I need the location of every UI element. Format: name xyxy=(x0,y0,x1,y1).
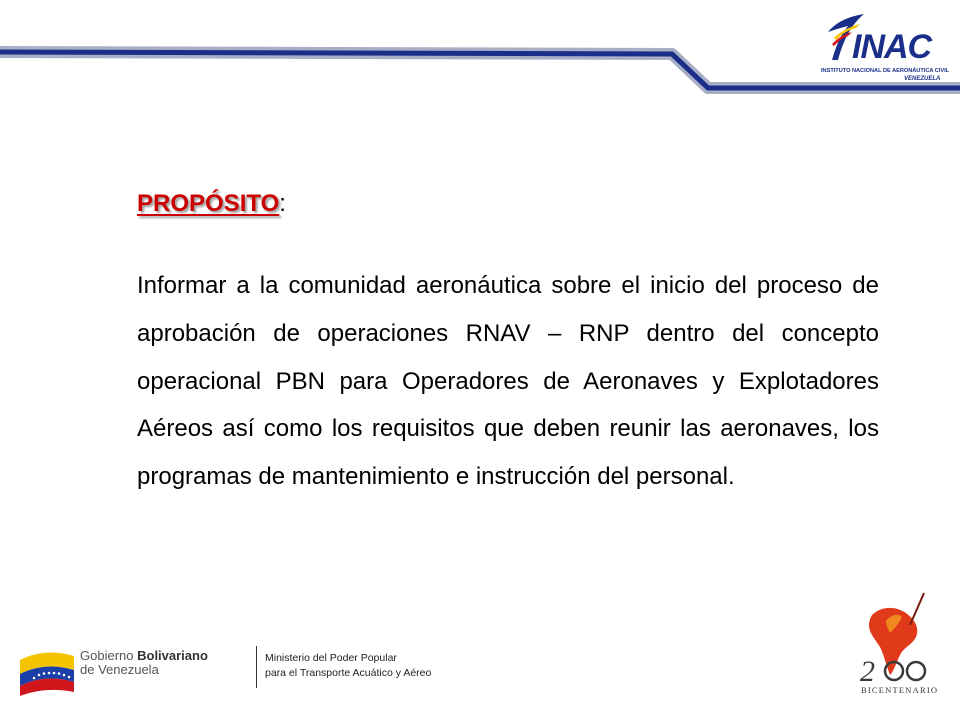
ministry-line-2: para el Transporte Acuático y Aéreo xyxy=(265,667,432,679)
svg-text:2: 2 xyxy=(860,655,875,685)
bicentenario-label: BICENTENARIO xyxy=(861,685,939,695)
inac-logo-text: INAC xyxy=(852,28,932,66)
government-bold: Bolivariano xyxy=(137,648,208,663)
inac-logo-country: VENEZUELA xyxy=(904,76,941,82)
government-prefix: Gobierno xyxy=(80,648,134,663)
page-title-colon: : xyxy=(279,190,286,217)
venezuela-flag-icon xyxy=(16,642,78,696)
inac-logo-subtitle: INSTITUTO NACIONAL DE AERONÁUTICA CIVIL xyxy=(821,68,950,74)
ministry-line-1: Ministerio del Poder Popular xyxy=(265,652,397,664)
page-title xyxy=(137,186,879,222)
inac-logo xyxy=(808,8,956,92)
government-country: de Venezuela xyxy=(80,662,159,677)
bicentenario-logo xyxy=(850,585,950,700)
purpose-paragraph: Informar a la comunidad aeronáutica sobre el inicio del proceso de aprobación de operaciones RNAV – RNP dentro del concepto operacional PBN para Operadores de Aeronaves y Explotadores Aéreos así como los requisitos que deben reunir las aeronaves, los programas de mantenimiento e instrucción del personal. xyxy=(137,272,879,491)
page-title-text: PROPÓSITO xyxy=(137,190,280,217)
government-footer xyxy=(14,640,484,696)
main-content xyxy=(137,186,879,501)
bicentenario-logo-icon xyxy=(850,585,950,685)
government-name xyxy=(80,649,208,662)
footer-divider xyxy=(256,646,257,688)
